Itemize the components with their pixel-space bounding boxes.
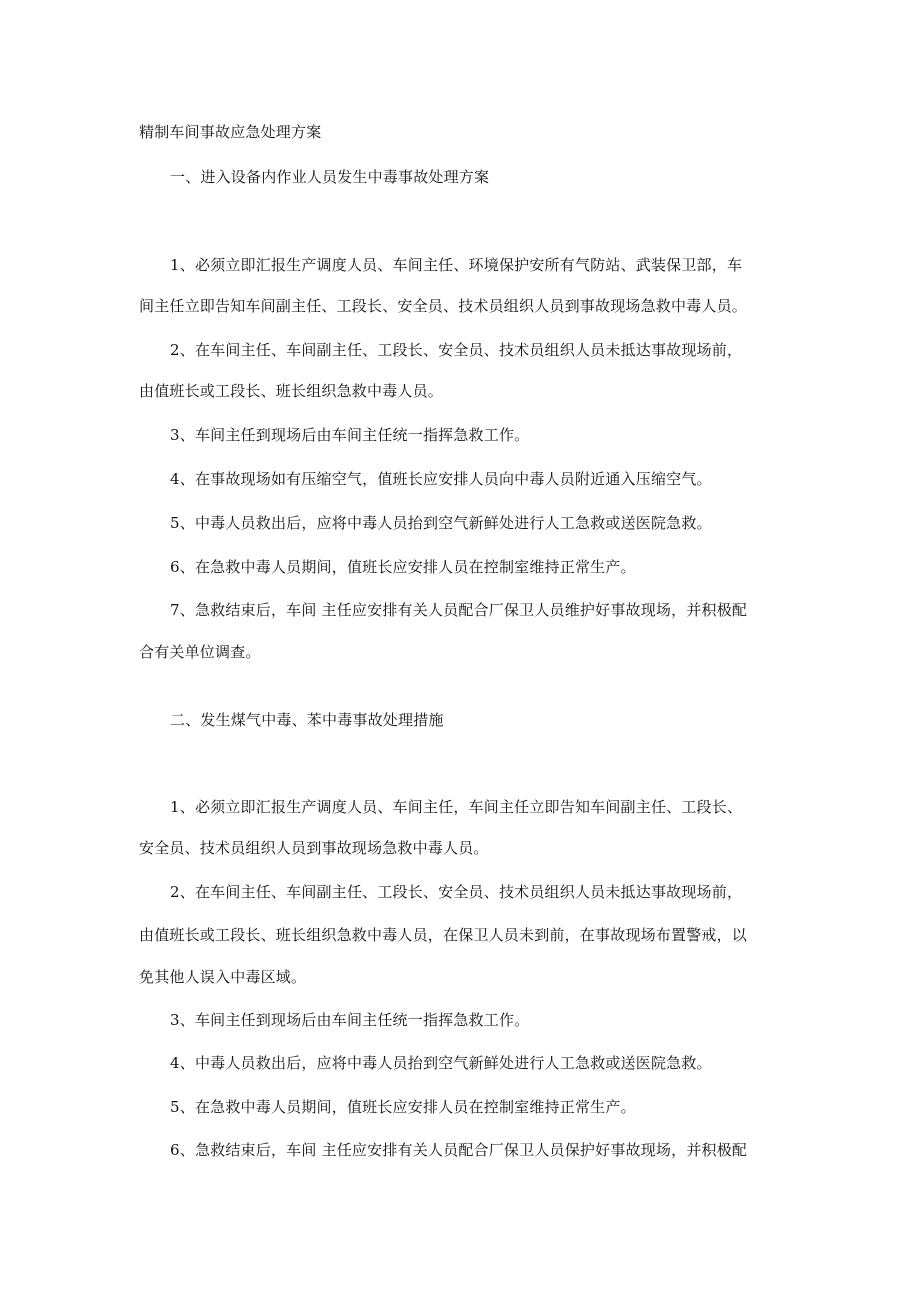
section-1-item-7-line-2: 合有关单位调查。 [139, 643, 261, 661]
section-1-item-2-line-1: 2、在车间主任、车间副主任、工段长、安全员、技术员组织人员未抵达事故现场前， [170, 341, 743, 359]
section-2-item-2-line-2: 由值班长或工段长、班长组织急救中毒人员，在保卫人员未到前，在事故现场布置警戒，以 [139, 926, 748, 944]
section-2-item-1-line-2: 安全员、技术员组织人员到事故现场急救中毒人员。 [139, 839, 489, 857]
section-2-item-1-line-1: 1、必须立即汇报生产调度人员、车间主任，车间主任立即告知车间副主任、工段长、 [170, 798, 743, 816]
section-1-item-4: 4、在事故现场如有压缩空气，值班长应安排人员向中毒人员附近通入压缩空气。 [170, 470, 712, 488]
section-2-item-2-line-3: 免其他人误入中毒区域。 [139, 968, 307, 986]
section-1-item-1-line-1: 1、必须立即汇报生产调度人员、车间主任、环境保护安所有气防站、武装保卫部，车 [170, 256, 743, 274]
section-2-item-4: 4、中毒人员救出后，应将中毒人员抬到空气新鲜处进行人工急救或送医院急救。 [170, 1054, 712, 1072]
section-2-item-3: 3、车间主任到现场后由车间主任统一指挥急救工作。 [170, 1011, 530, 1029]
document-title: 精制车间事故应急处理方案 [139, 123, 322, 141]
section-1-heading: 一、进入设备内作业人员发生中毒事故处理方案 [170, 168, 490, 186]
section-1-item-5: 5、中毒人员救出后，应将中毒人员抬到空气新鲜处进行人工急救或送医院急救。 [170, 514, 712, 532]
section-1-item-3: 3、车间主任到现场后由车间主任统一指挥急救工作。 [170, 426, 530, 444]
section-2-heading: 二、发生煤气中毒、苯中毒事故处理措施 [170, 711, 444, 729]
section-2-item-6-line-1: 6、急救结束后，车间 主任应安排有关人员配合厂保卫人员保护好事故现场，并积极配 [170, 1141, 748, 1159]
section-1-item-2-line-2: 由值班长或工段长、班长组织急救中毒人员。 [139, 382, 444, 400]
section-2-item-5: 5、在急救中毒人员期间，值班长应安排人员在控制室维持正常生产。 [170, 1098, 636, 1116]
section-2-item-2-line-1: 2、在车间主任、车间副主任、工段长、安全员、技术员组织人员未抵达事故现场前， [170, 883, 743, 901]
section-1-item-1-line-2: 间主任立即告知车间副主任、工段长、安全员、技术员组织人员到事故现场急救中毒人员。 [139, 297, 748, 315]
section-1-item-6: 6、在急救中毒人员期间，值班长应安排人员在控制室维持正常生产。 [170, 558, 636, 576]
section-1-item-7-line-1: 7、急救结束后，车间 主任应安排有关人员配合厂保卫人员维护好事故现场，并积极配 [170, 601, 748, 619]
